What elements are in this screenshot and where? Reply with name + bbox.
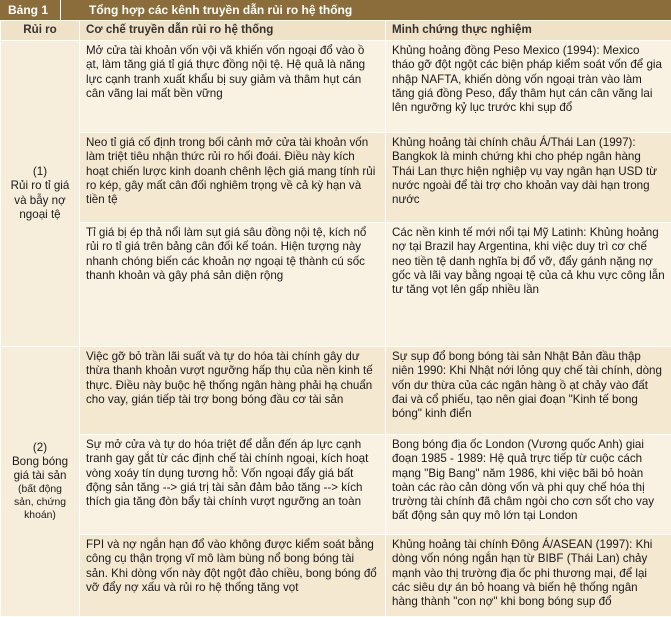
mechanism-cell: FPI và nợ ngắn hạn đổ vào không được kiểm soát bằng công cụ thận trọng vĩ mô làm bùng nổ bong bóng tài sản. Khi dòng vốn này đột ngột đảo chiều, bong bóng đổ vỡ đẩy nợ xấu và rủi ro hệ thống tăng vọt (80, 535, 386, 617)
risk-cell-2 (1, 347, 80, 617)
table-row (1, 223, 671, 347)
mechanism-cell: Tỉ giá bị ép thả nổi làm sụt giá sâu đồng nội tệ, kích nổ rủi ro tỉ giá trên bảng cân đối kế toán. Hiện tượng này nhanh chóng biến các khoản nợ ngoại tệ thành cú sốc thanh khoản và gây phá sản diện rộng (80, 223, 386, 347)
risk-subtitle: (bất động sản, chứng khoán) (7, 483, 73, 522)
mechanism-cell: Sự mở cửa và tự do hóa triệt để dẫn đến áp lực cạnh tranh gay gắt từ các định chế tài chính ngoại, kích hoạt vòng xoáy tín dụng tương hỗ: Vốn ngoại đẩy giá bất động sản tăng --> giá trị tài sản đảm bảo tăng --> kích thích gia tăng đòn bẩy tài chính vượt ngưỡng an toàn (80, 435, 386, 535)
table-number: Bảng 1 (0, 0, 61, 20)
risk-name: Bong bóng giá tài sản (7, 455, 73, 484)
risk-number: (1) (7, 165, 73, 179)
evidence-cell: Khủng hoảng đồng Peso Mexico (1994): Mexico tháo gỡ đột ngột các biện pháp kiểm soát vốn để gia nhập NAFTA, khiến dòng vốn ngoại tràn vào làm tăng giá đồng Peso, đẩy thâm hụt cán cân vãng lai lên ngưỡng kỷ lục trước khi sụp đổ (386, 41, 671, 133)
risk-number: (2) (7, 441, 73, 455)
risk-name: Rủi ro tỉ giá và bẫy nợ ngoại tệ (7, 179, 73, 222)
table-row (1, 133, 671, 223)
header-mechanism: Cơ chế truyền dẫn rủi ro hệ thống (80, 21, 386, 41)
evidence-cell: Sự sụp đổ bong bóng tài sản Nhật Bản đầu thập niên 1990: Khi Nhật nới lỏng quy chế tài chính, dòng vốn dư thừa của các ngân hàng ồ ạt chảy vào đất đai và cổ phiếu, tạo nên giai đoạn "Kinh tế bong bóng" kinh điển (386, 347, 671, 435)
table-row (1, 347, 671, 435)
table-row (1, 535, 671, 617)
table-title-bar (0, 0, 671, 20)
risk-cell-1 (1, 41, 80, 347)
header-row (1, 21, 671, 41)
mechanism-cell: Mở cửa tài khoản vốn vội vã khiến vốn ngoại đổ vào ồ ạt, làm tăng giá tỉ giá thực đồng nội tệ. Hệ quả là năng lực cạnh tranh xuất khẩu bị suy giảm và thâm hụt cán cân vãng lai mất bền vững (80, 41, 386, 133)
evidence-cell: Khủng hoảng tài chính châu Á/Thái Lan (1997): Bangkok là minh chứng khi cho phép ngân hàng Thái Lan thực hiện nghiệp vụ vay ngân hạn USD từ nước ngoài để tài trợ cho khoản vay dài hạn trong nước (386, 133, 671, 223)
evidence-cell: Các nền kinh tế mới nổi tại Mỹ Latinh: Khủng hoảng nợ tại Brazil hay Argentina, khi việc duy trì cơ chế neo tiền tệ danh nghĩa bị đổ vỡ, đẩy gánh nặng nợ gốc và lãi vay bằng ngoại tệ của cả khu vực công lẫn tư tăng vọt lên gấp nhiều lần (386, 223, 671, 347)
evidence-cell: Khủng hoảng tài chính Đông Á/ASEAN (1997): Khi dòng vốn nóng ngắn hạn từ BIBF (Thái Lan) chảy mạnh vào thị trường địa ốc phi thương mại, để lại các siêu dự án bỏ hoang và biến hệ thống ngân hàng thành "con nợ" khi bong bóng sụp đổ (386, 535, 671, 617)
table-title: Tổng hợp các kênh truyền dẫn rủi ro hệ thống (61, 3, 352, 17)
header-evidence: Minh chứng thực nghiệm (386, 21, 671, 41)
mechanism-cell: Neo tỉ giá cố định trong bối cảnh mở cửa tài khoản vốn làm triệt tiêu nhận thức rủi ro hối đoái. Điều này kích hoạt chiến lược kinh doanh chênh lệch giá mang tính rủi ro kép, gây mất cân đối nghiêm trọng về cả kỳ hạn và tiền tệ (80, 133, 386, 223)
evidence-cell: Bong bóng địa ốc London (Vương quốc Anh) giai đoạn 1985 - 1989: Hệ quả trực tiếp từ cuộc cách mạng "Big Bang" năm 1986, khi việc bãi bỏ hoàn toàn các rào cản dòng vốn và phi quy chế hóa thị trường tài chính đã châm ngòi cho cơn sốt cho vay bất động sản quy mô lớn tại London (386, 435, 671, 535)
header-risk: Rủi ro (1, 21, 80, 41)
mechanism-cell: Việc gỡ bỏ trần lãi suất và tự do hóa tài chính gây dư thừa thanh khoản vượt ngưỡng hấp thụ của nền kinh tế thực. Điều này buộc hệ thống ngân hàng phải hạ chuẩn cho vay, gián tiếp tài trợ bong bóng đầu cơ tài sản (80, 347, 386, 435)
table-row (1, 41, 671, 133)
table-row (1, 435, 671, 535)
risk-transmission-table (0, 20, 671, 617)
